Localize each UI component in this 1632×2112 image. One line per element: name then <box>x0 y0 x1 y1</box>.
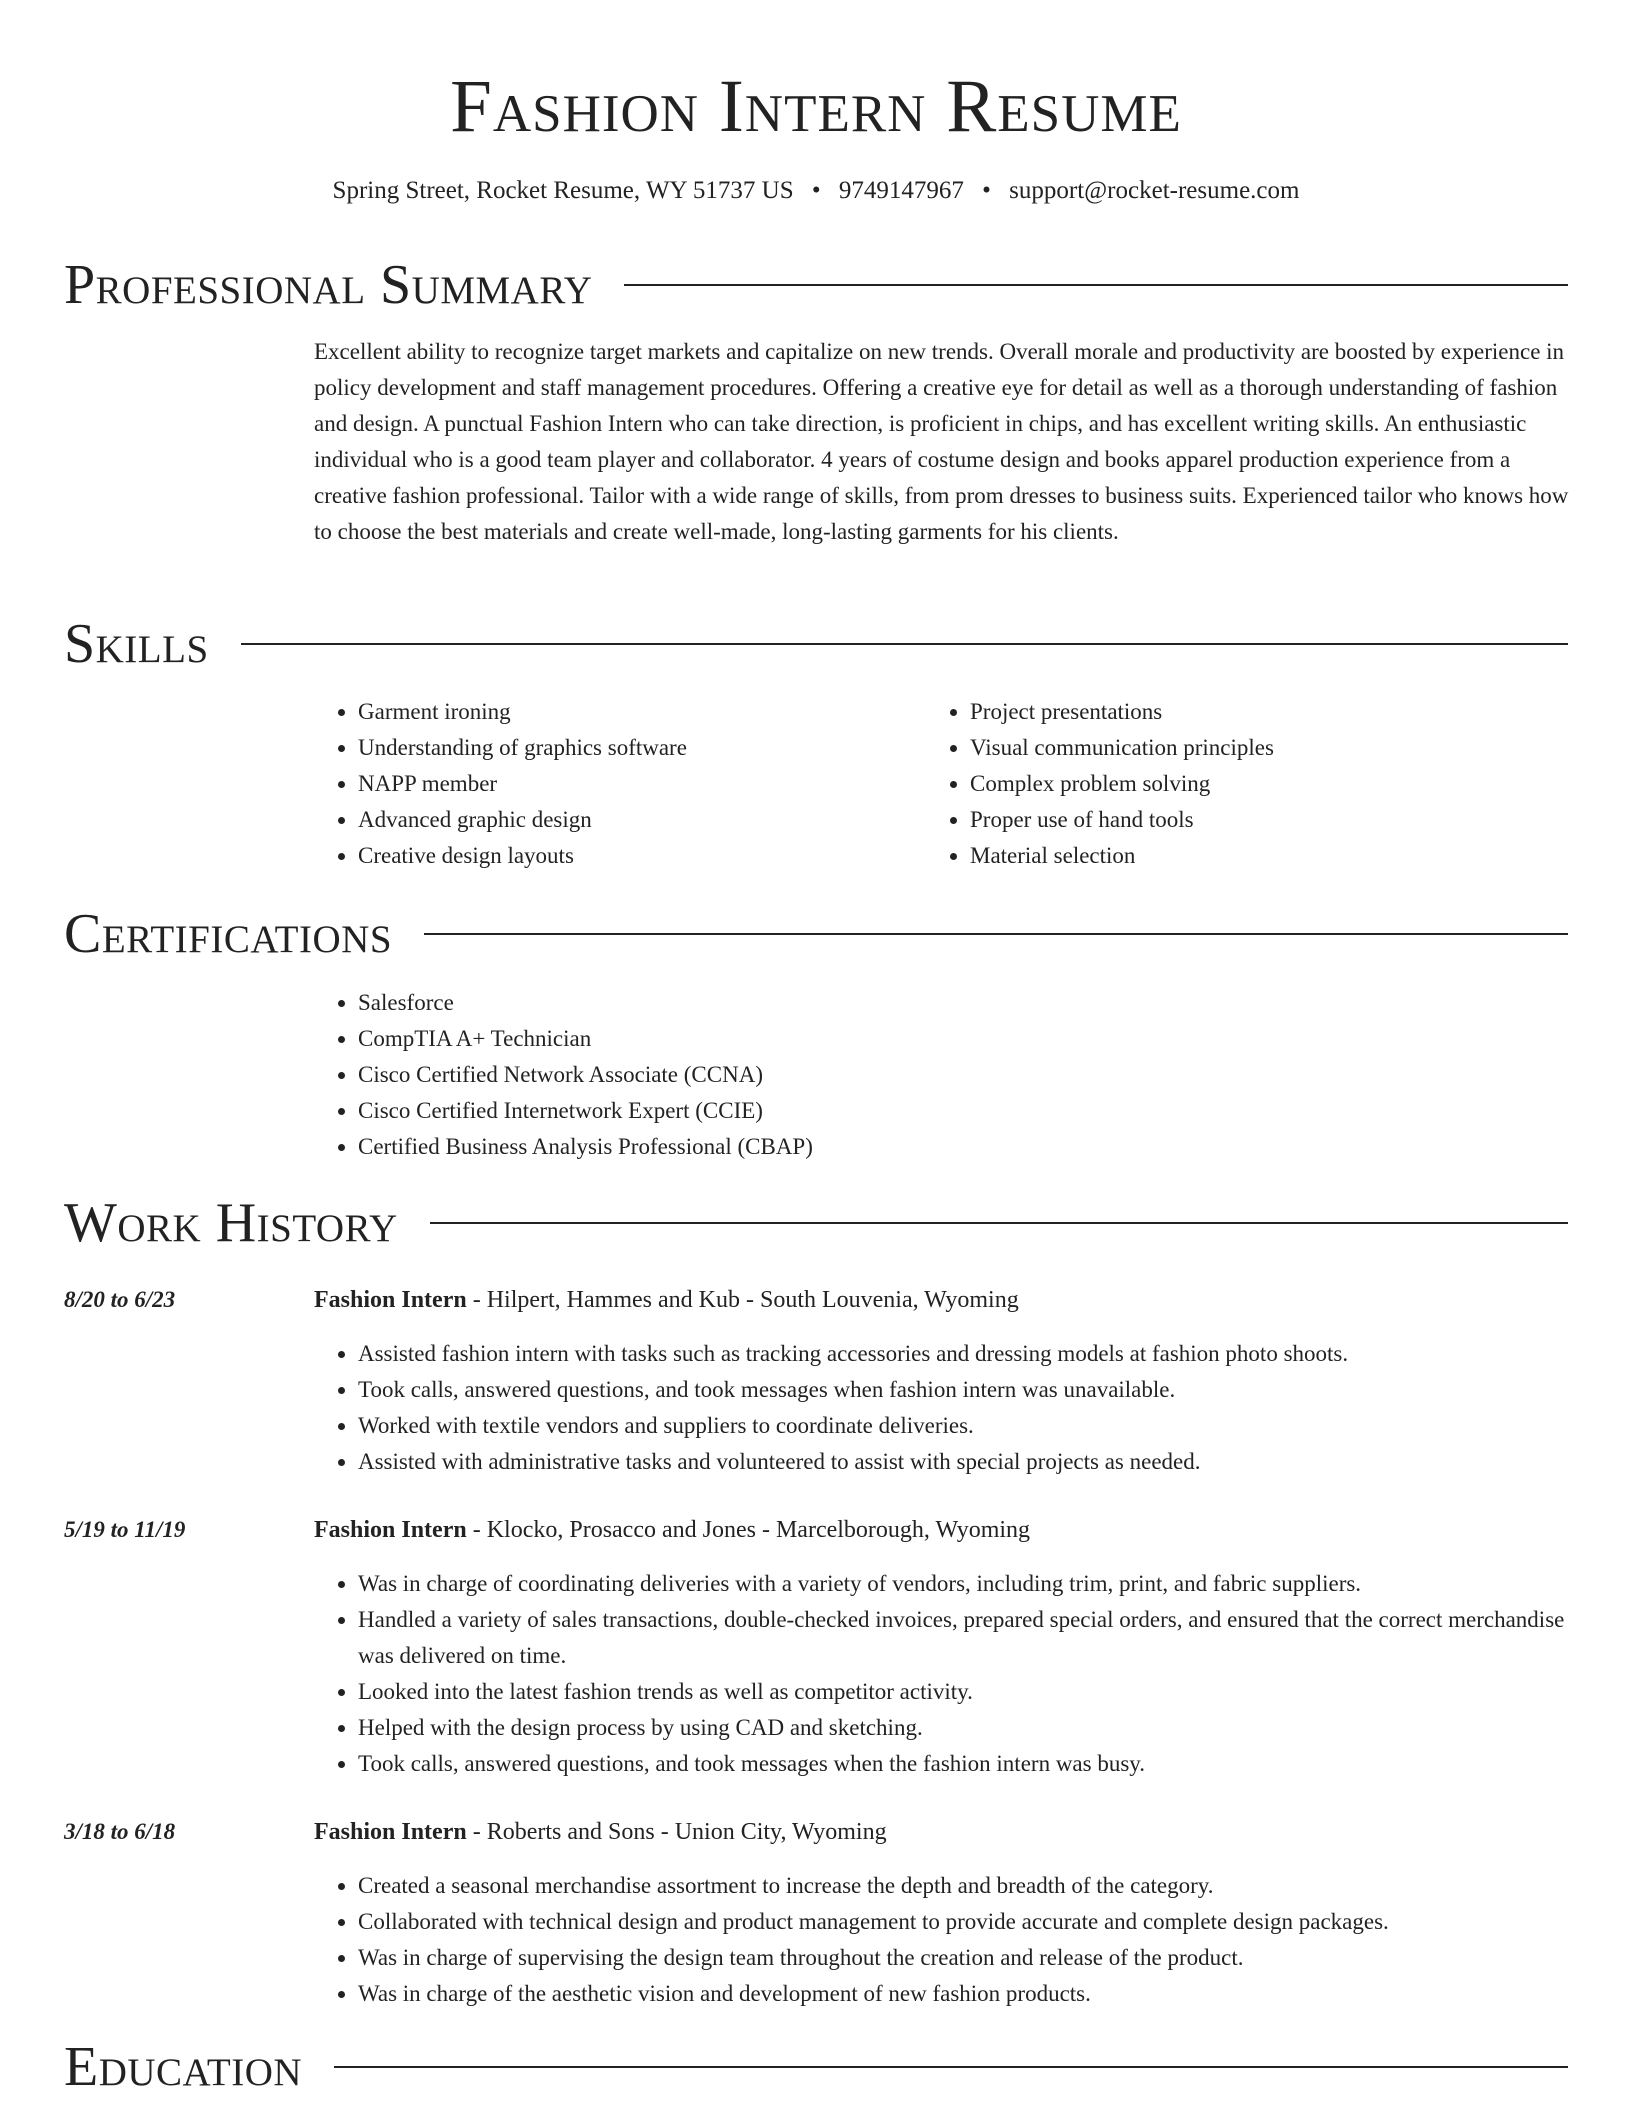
job-heading <box>314 1814 887 1850</box>
section-heading: Education <box>64 2036 303 2098</box>
list-item: • Was in charge of supervising the design team throughout the creation and release of the product. <box>358 1940 1570 1976</box>
job-title: Fashion Intern <box>314 1517 467 1543</box>
list-item: • Assisted fashion intern with tasks such as tracking accessories and dressing models at fashion photo shoots. <box>358 1336 1570 1372</box>
section-heading: Certifications <box>64 903 393 965</box>
list-item: • Creative design layouts <box>358 838 874 874</box>
job-title: Fashion Intern <box>314 1819 467 1845</box>
list-item: • Certified Business Analysis Professional (CBAP) <box>358 1129 1314 1165</box>
list-item: • Complex problem solving <box>970 766 1486 802</box>
section-heading: Work History <box>64 1192 398 1254</box>
summary-text: Excellent ability to recognize target markets and capitalize on new trends. Overall morale and productivity are boosted by experience in policy development and staff management procedures. Offering a creative eye for detail as well as a thorough understanding of fashion and design. A punctual Fashion Intern who can take direction, is proficient in chips, and has excellent writing skills. An enthusiastic individual who is a good team player and collaborator. 4 years of costume design and books apparel production experience from a creative fashion professional. Tailor with a wide range of skills, from prom dresses to business suits. Experienced tailor who knows how to choose the best materials and create well-made, long-lasting garments for his clients. <box>314 339 1569 544</box>
job-duties <box>314 1336 1570 1480</box>
section-divider <box>624 284 1568 286</box>
list-item: • Project presentations <box>970 694 1486 730</box>
contact-separator: • <box>811 177 821 204</box>
list-item: • Worked with textile vendors and suppliers to coordinate deliveries. <box>358 1408 1570 1444</box>
resume-title: Fashion Intern Resume <box>450 65 1182 148</box>
list-item: • Assisted with administrative tasks and volunteered to assist with special projects as needed. <box>358 1444 1570 1480</box>
list-item: • Took calls, answered questions, and took messages when the fashion intern was busy. <box>358 1746 1570 1782</box>
job-employer: - Roberts and Sons - Union City, Wyoming <box>466 1819 887 1845</box>
list-item: • Understanding of graphics software <box>358 730 874 766</box>
list-item: • Cisco Certified Internetwork Expert (CCIE) <box>358 1093 1314 1129</box>
section-divider <box>334 2066 1568 2068</box>
list-item: • Cisco Certified Network Associate (CCNA) <box>358 1057 1314 1093</box>
list-item: • Took calls, answered questions, and took messages when fashion intern was unavailable. <box>358 1372 1570 1408</box>
job-heading <box>314 1282 1019 1318</box>
certifications-list <box>314 985 1314 1165</box>
job-duties <box>314 1868 1570 2012</box>
contact-address: Spring Street, Rocket Resume, WY 51737 US <box>332 177 794 204</box>
section-certifications-header <box>64 901 1568 967</box>
list-item: • Helped with the design process by using CAD and sketching. <box>358 1710 1570 1746</box>
job-duties <box>314 1566 1570 1782</box>
section-divider <box>241 643 1568 645</box>
job-dates: 8/20 to 6/23 <box>64 1287 176 1312</box>
list-item: • Material selection <box>970 838 1486 874</box>
list-item: • Advanced graphic design <box>358 802 874 838</box>
job-heading <box>314 1512 1030 1548</box>
section-heading: Skills <box>64 613 209 675</box>
list-item: • Proper use of hand tools <box>970 802 1486 838</box>
contact-separator: • <box>982 177 991 204</box>
job-dates: 3/18 to 6/18 <box>64 1819 176 1844</box>
skills-list-left <box>314 694 874 874</box>
list-item: • Visual communication principles <box>970 730 1486 766</box>
skills-list-right <box>926 694 1486 874</box>
section-skills-header <box>64 611 1568 677</box>
section-education-header <box>64 2034 1568 2100</box>
contact-email: support@rocket-resume.com <box>1009 177 1300 204</box>
list-item: • Collaborated with technical design and product management to provide accurate and complete design packages. <box>358 1904 1570 1940</box>
list-item: • Handled a variety of sales transactions, double-checked invoices, prepared special orders, and ensured that the correct merchandise was delivered on time. <box>358 1602 1570 1674</box>
job-employer: - Hilpert, Hammes and Kub - South Louvenia, Wyoming <box>466 1287 1019 1313</box>
contact-line <box>0 174 1632 208</box>
list-item: • Created a seasonal merchandise assortment to increase the depth and breadth of the category. <box>358 1868 1570 1904</box>
job-title: Fashion Intern <box>314 1287 467 1313</box>
list-item: • Garment ironing <box>358 694 874 730</box>
job-employer: - Klocko, Prosacco and Jones - Marcelborough, Wyoming <box>466 1517 1031 1543</box>
section-divider <box>424 933 1568 935</box>
section-divider <box>430 1222 1568 1224</box>
list-item: • Salesforce <box>358 985 1314 1021</box>
section-summary-header <box>64 252 1568 318</box>
list-item: • Looked into the latest fashion trends as well as competitor activity. <box>358 1674 1570 1710</box>
list-item: • Was in charge of coordinating deliveries with a variety of vendors, including trim, print, and fabric suppliers. <box>358 1566 1570 1602</box>
job-dates: 5/19 to 11/19 <box>64 1517 186 1542</box>
list-item: • CompTIA A+ Technician <box>358 1021 1314 1057</box>
list-item: • NAPP member <box>358 766 874 802</box>
section-heading: Professional Summary <box>64 254 593 316</box>
list-item: • Was in charge of the aesthetic vision and development of new fashion products. <box>358 1976 1570 2012</box>
section-work-header <box>64 1190 1568 1256</box>
contact-phone: 9749147967 <box>838 177 964 204</box>
